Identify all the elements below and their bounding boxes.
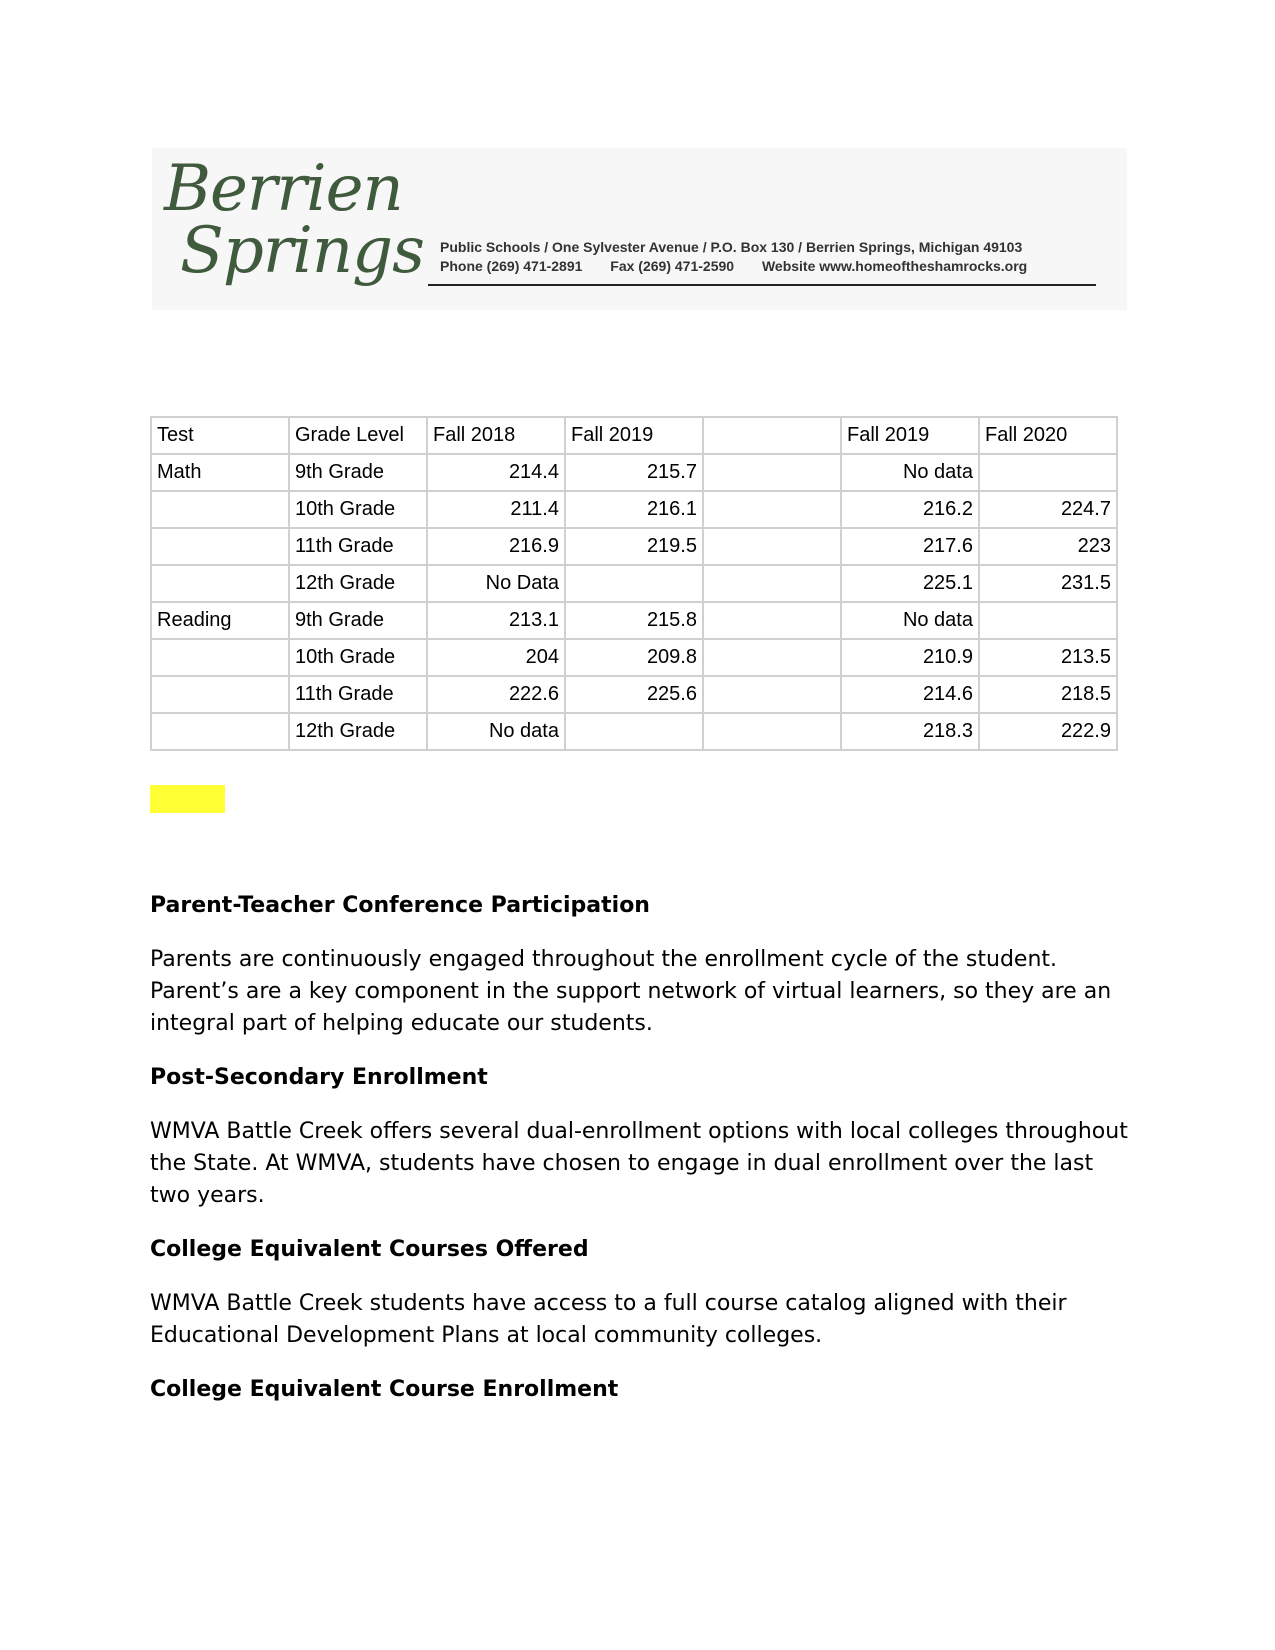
section-body-courses-offered: WMVA Battle Creek students have access to a full course catalog aligned with their Educational Development Plans at local community colleges. xyxy=(150,1291,1067,1348)
school-logo xyxy=(162,152,432,312)
table-cell: 10th Grade xyxy=(289,491,427,528)
table-header-cell: Test xyxy=(151,417,289,454)
letterhead xyxy=(152,148,1127,310)
table-header-cell: Grade Level xyxy=(289,417,427,454)
table-cell xyxy=(703,639,841,676)
table-cell xyxy=(703,713,841,750)
table-row xyxy=(151,528,1117,565)
section-body-conference: Parents are continuously engaged throughout the enrollment cycle of the student. Parent’s are a key component in the support network of virtual learners, so they are an integral part of helping educate our students. xyxy=(150,947,1112,1036)
table-cell: 12th Grade xyxy=(289,713,427,750)
letterhead-website: Website www.homeoftheshamrocks.org xyxy=(761,258,1028,274)
table-cell: No Data xyxy=(427,565,565,602)
table-cell xyxy=(151,676,289,713)
table-cell xyxy=(151,565,289,602)
table-cell: No data xyxy=(841,454,979,491)
letterhead-contact-line xyxy=(440,257,1051,276)
table-cell: 216.1 xyxy=(565,491,703,528)
table-cell: 213.5 xyxy=(979,639,1117,676)
highlight-mark xyxy=(150,785,225,813)
table-cell: 222.6 xyxy=(427,676,565,713)
table-cell: 224.7 xyxy=(979,491,1117,528)
table-header-row xyxy=(151,417,1117,454)
table-cell xyxy=(979,602,1117,639)
section-heading-course-enrollment: College Equivalent Course Enrollment xyxy=(150,1377,619,1402)
table-header-cell: Fall 2020 xyxy=(979,417,1117,454)
table-row xyxy=(151,454,1117,491)
table-cell: 225.1 xyxy=(841,565,979,602)
table-cell: 225.6 xyxy=(565,676,703,713)
table-row xyxy=(151,491,1117,528)
table-cell xyxy=(565,565,703,602)
letterhead-address: Public Schools / One Sylvester Avenue / P.O. Box 130 / Berrien Springs, Michigan 49103 xyxy=(440,239,1023,255)
table-cell xyxy=(565,713,703,750)
table-cell: 223 xyxy=(979,528,1117,565)
table-cell: 214.4 xyxy=(427,454,565,491)
section-heading-post-secondary: Post-Secondary Enrollment xyxy=(150,1065,488,1090)
table-cell xyxy=(703,602,841,639)
section-body-post-secondary: WMVA Battle Creek offers several dual-enrollment options with local colleges throughout the State. At WMVA, students have chosen to engage in dual enrollment over the last two years. xyxy=(150,1119,1128,1208)
test-scores-table xyxy=(150,416,1118,751)
table-cell: 10th Grade xyxy=(289,639,427,676)
table-cell: No data xyxy=(427,713,565,750)
table-row xyxy=(151,676,1117,713)
table-cell: 217.6 xyxy=(841,528,979,565)
letterhead-phone: Phone (269) 471-2891 xyxy=(440,258,583,274)
table-cell: 11th Grade xyxy=(289,676,427,713)
table-cell xyxy=(151,528,289,565)
document-body xyxy=(150,890,1130,1406)
table-cell xyxy=(151,639,289,676)
letterhead-divider xyxy=(428,284,1096,286)
table-cell xyxy=(703,491,841,528)
table-cell: 231.5 xyxy=(979,565,1117,602)
table-row xyxy=(151,602,1117,639)
table-cell: 222.9 xyxy=(979,713,1117,750)
table-cell: Reading xyxy=(151,602,289,639)
table-cell: 204 xyxy=(427,639,565,676)
table-cell: 214.6 xyxy=(841,676,979,713)
table-cell: 215.7 xyxy=(565,454,703,491)
table-row xyxy=(151,639,1117,676)
table-cell xyxy=(151,713,289,750)
table-cell: Math xyxy=(151,454,289,491)
table-cell: 216.9 xyxy=(427,528,565,565)
table-cell xyxy=(979,454,1117,491)
table-cell: 11th Grade xyxy=(289,528,427,565)
table-cell: 211.4 xyxy=(427,491,565,528)
table-cell: 218.5 xyxy=(979,676,1117,713)
table-cell: 215.8 xyxy=(565,602,703,639)
table-header-cell: Fall 2019 xyxy=(565,417,703,454)
letterhead-contact xyxy=(440,238,1051,276)
table-cell: No data xyxy=(841,602,979,639)
table-header-cell: Fall 2018 xyxy=(427,417,565,454)
table-cell: 216.2 xyxy=(841,491,979,528)
table-cell: 218.3 xyxy=(841,713,979,750)
table-cell xyxy=(703,565,841,602)
table-row xyxy=(151,713,1117,750)
letterhead-fax: Fax (269) 471-2590 xyxy=(610,258,735,274)
table-cell: 9th Grade xyxy=(289,454,427,491)
section-heading-courses-offered: College Equivalent Courses Offered xyxy=(150,1237,589,1262)
logo-text-berrien: Berrien xyxy=(164,152,403,226)
table-cell: 9th Grade xyxy=(289,602,427,639)
table-cell: 209.8 xyxy=(565,639,703,676)
table-cell xyxy=(703,454,841,491)
table-cell: 219.5 xyxy=(565,528,703,565)
table-header-cell xyxy=(703,417,841,454)
section-heading-conference: Parent-Teacher Conference Participation xyxy=(150,893,650,918)
table-header-cell: Fall 2019 xyxy=(841,417,979,454)
table-cell: 12th Grade xyxy=(289,565,427,602)
table-cell xyxy=(703,676,841,713)
table-cell xyxy=(703,528,841,565)
table-row xyxy=(151,565,1117,602)
logo-text-springs: Springs xyxy=(180,214,424,288)
table-cell xyxy=(151,491,289,528)
table-cell: 210.9 xyxy=(841,639,979,676)
table-cell: 213.1 xyxy=(427,602,565,639)
